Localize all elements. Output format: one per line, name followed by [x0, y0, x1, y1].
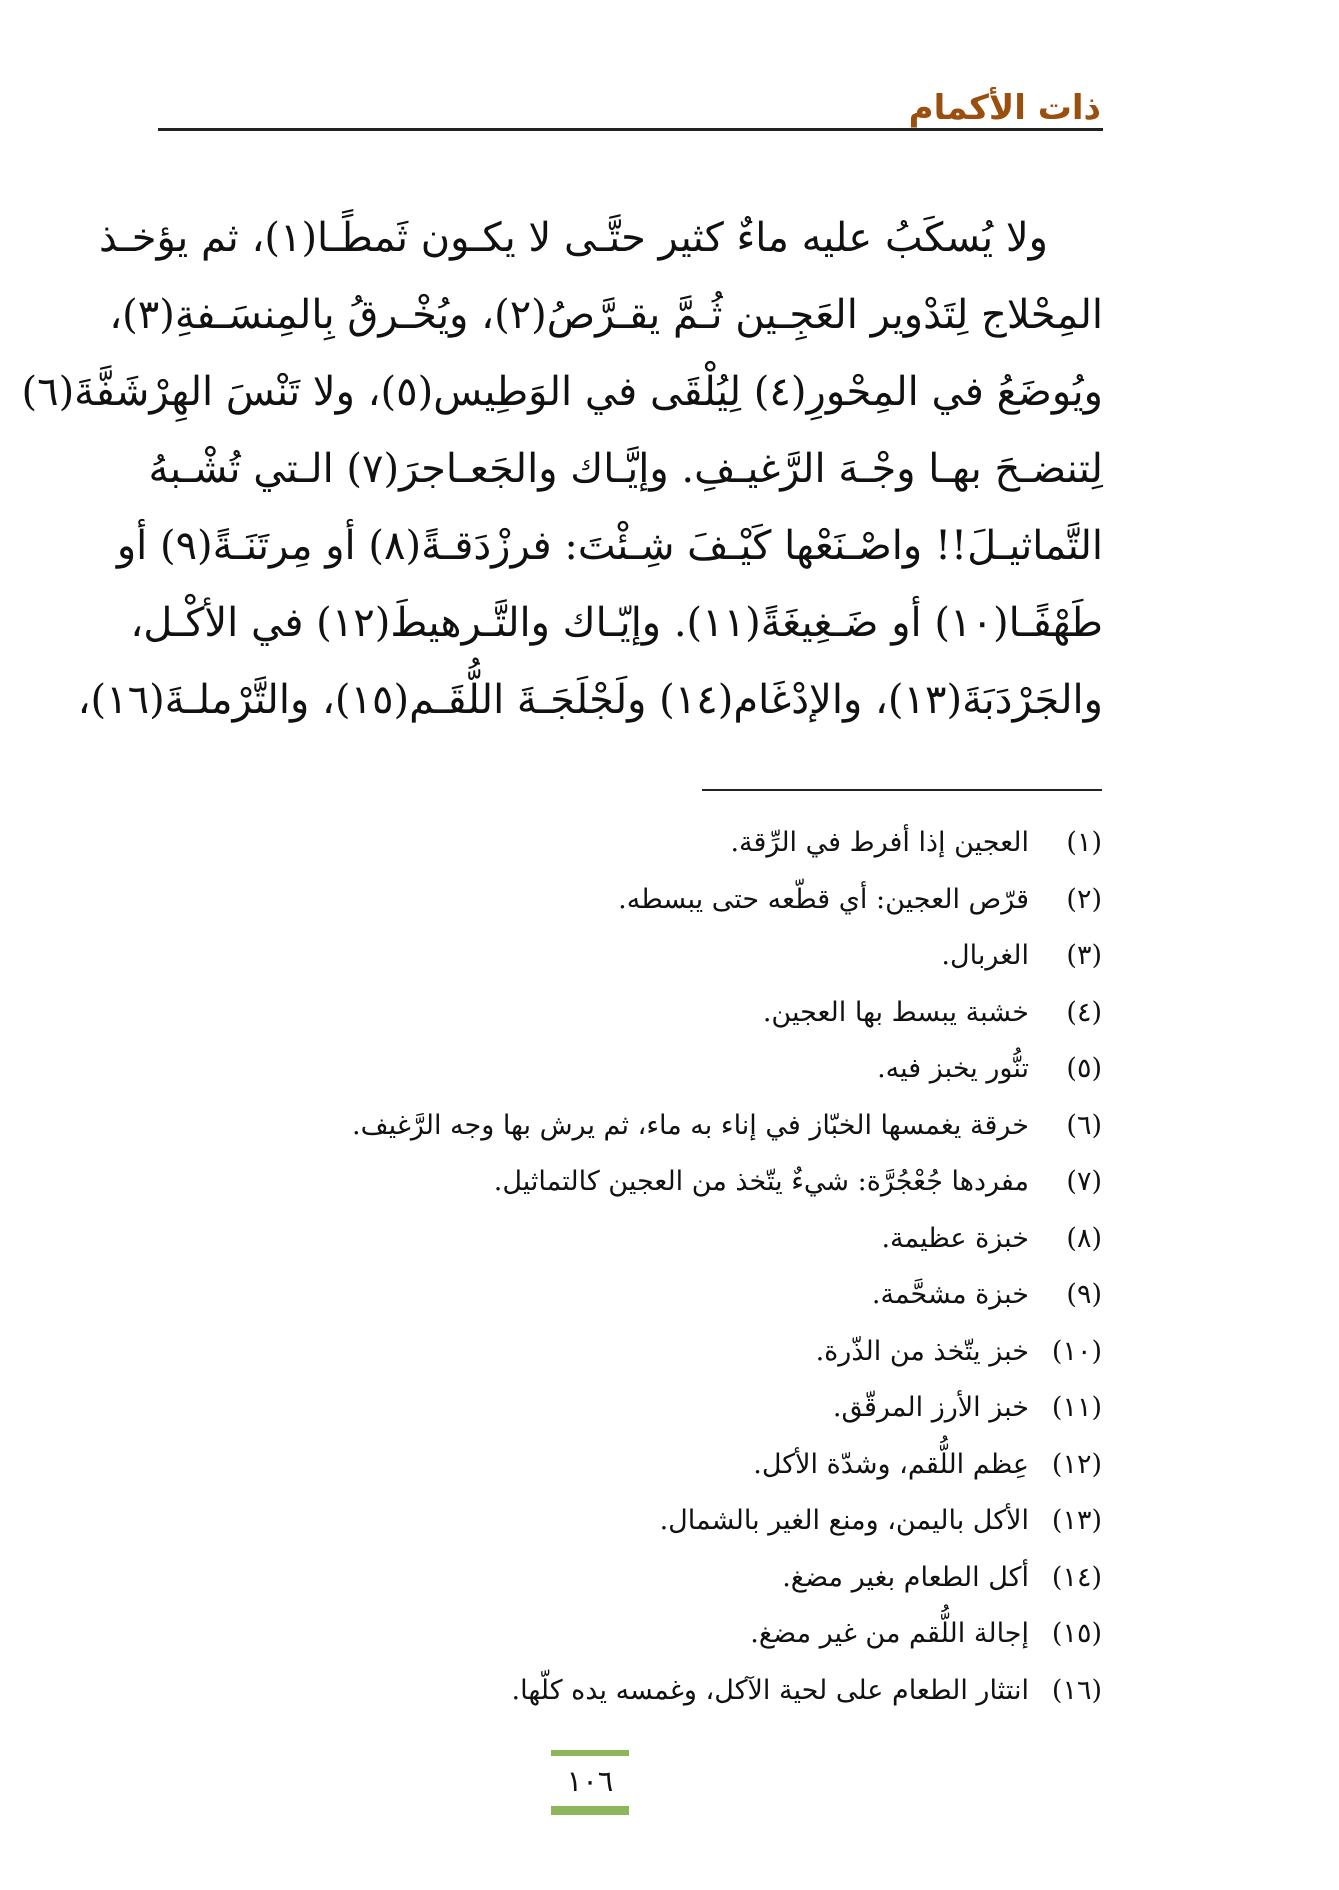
footnote-item: [282, 1154, 1102, 1211]
footnote-text: الغربال.: [941, 940, 1029, 971]
footnote-text: أكل الطعام بغير مضغ.: [782, 1561, 1029, 1593]
footnote-text: تنُّور يخبز فيه.: [877, 1053, 1029, 1084]
footnote-number: (١٣): [1051, 1505, 1102, 1536]
footnote-text: مفردها جُعْجُرَّة: شيءٌ يتّخذ من العجين كالتماثيل.: [493, 1166, 1029, 1197]
footnote-item: [282, 1380, 1102, 1437]
page-number: ١٠٦: [566, 1764, 614, 1798]
footnote-text: خرقة يغمسها الخبّاز في إناء به ماء، ثم يرش بها وجه الرَّغيف.: [352, 1109, 1029, 1141]
footnote-number: (٦): [1066, 1109, 1102, 1141]
page-header-title: ذات الأكمام: [908, 88, 1101, 128]
footnotes-list: [282, 815, 1102, 1719]
footnote-item: [282, 1663, 1102, 1720]
footnote-item: [282, 815, 1102, 872]
footnote-item: [282, 985, 1102, 1042]
footnote-text: الأكل باليمن، ومنع الغير بالشمال.: [659, 1505, 1029, 1536]
header-rule: [158, 128, 1103, 131]
footnote-number: (١): [1066, 827, 1102, 858]
footnote-number: (٨): [1066, 1222, 1102, 1254]
footnote-text: خشبة يبسط بها العجين.: [762, 996, 1029, 1028]
footnote-text: خبزة عظيمة.: [881, 1222, 1029, 1254]
paragraph-line: طَهْفًـا(١٠) أو ضَـغِيغَةً(١١). وإيّـاك والتَّـرهيطَ(١٢) في الأكْـل،: [130, 600, 1103, 646]
footnote-item: [282, 1211, 1102, 1268]
footnote-item: [282, 1606, 1102, 1663]
footnote-number: (١٠): [1051, 1335, 1102, 1367]
footnote-number: (٤): [1066, 996, 1102, 1028]
footnote-item: [282, 1098, 1102, 1155]
footnote-item: [282, 1493, 1102, 1550]
main-paragraph: [21, 200, 1103, 739]
footnote-item: [282, 872, 1102, 929]
footnote-item: [282, 1267, 1102, 1324]
footnote-number: (١٤): [1051, 1561, 1102, 1593]
footnote-number: (٥): [1066, 1053, 1102, 1084]
footnote-number: (٣): [1066, 940, 1102, 971]
footnote-text: عِظم اللُّقم، وشدّة الأكل.: [753, 1448, 1029, 1480]
page-footer: [551, 1750, 629, 1815]
footer-bar-bottom: [551, 1806, 629, 1815]
footnote-number: (١١): [1051, 1392, 1102, 1423]
footnote-text: قرّص العجين: أي قطّعه حتى يبسطه.: [618, 883, 1029, 915]
footnote-text: خبز الأرز المرقّق.: [832, 1392, 1029, 1423]
paragraph-line: المِحْلاج لِتَدْوير العَجِـين ثُـمَّ يقـرَّصُ(٢)، ويُخْـرقُ بِالمِنسَـفةِ(٣)،: [109, 292, 1103, 338]
footnote-text: إجالة اللُّقم من غير مضغ.: [750, 1618, 1029, 1649]
footnote-number: (٢): [1066, 883, 1102, 915]
footnote-item: [282, 1437, 1102, 1494]
footnote-item: [282, 1550, 1102, 1607]
footnote-separator: [702, 789, 1102, 791]
paragraph-line: التَّماثيـلَ!! واصْـنَعْها كَيْـفَ شِـئْتَ: فرزْدَقـةً(٨) أو مِرتَنَـةً(٩) أو: [116, 523, 1103, 569]
footnote-text: انتثار الطعام على لحية الآكل، وغمسه يده كلّها.: [511, 1674, 1029, 1706]
footnote-item: [282, 1324, 1102, 1381]
paragraph-line: لِتنضـحَ بهـا وجْـهَ الرَّغيـفِ. وإيَّـاك والجَعـاجرَ(٧) الـتي تُشْـبهُ: [148, 446, 1103, 492]
paragraph-line: ولا يُسكَبُ عليه ماءٌ كثير حتَّـى لا يكـون ثَمطًـا(١)، ثم يؤخـذ: [99, 215, 1048, 261]
footnote-text: العجين إذا أفرط في الرِّقة.: [730, 827, 1029, 858]
footnote-number: (٧): [1066, 1166, 1102, 1197]
paragraph-line: ويُوضَعُ في المِحْورِ(٤) لِيُلْقَى في الوَطِيس(٥)، ولا تَنْسَ الهِرْشَفَّةَ(٦): [21, 369, 1103, 415]
footnote-number: (١٢): [1051, 1448, 1102, 1480]
footnote-number: (١٦): [1051, 1674, 1102, 1706]
footnote-text: خبزة مشحَّمة.: [871, 1279, 1029, 1310]
footnote-item: [282, 1041, 1102, 1098]
footnote-text: خبز يتّخذ من الذّرة.: [815, 1335, 1029, 1367]
footnote-item: [282, 928, 1102, 985]
paragraph-line: والجَرْدَبَةَ(١٣)، والإدْغَام(١٤) ولَجْلَجَـةَ اللُّقَـم(١٥)، والتَّرْملـةَ(١٦)،: [77, 677, 1103, 723]
footnote-number: (٩): [1066, 1279, 1102, 1310]
footnote-number: (١٥): [1051, 1618, 1102, 1649]
